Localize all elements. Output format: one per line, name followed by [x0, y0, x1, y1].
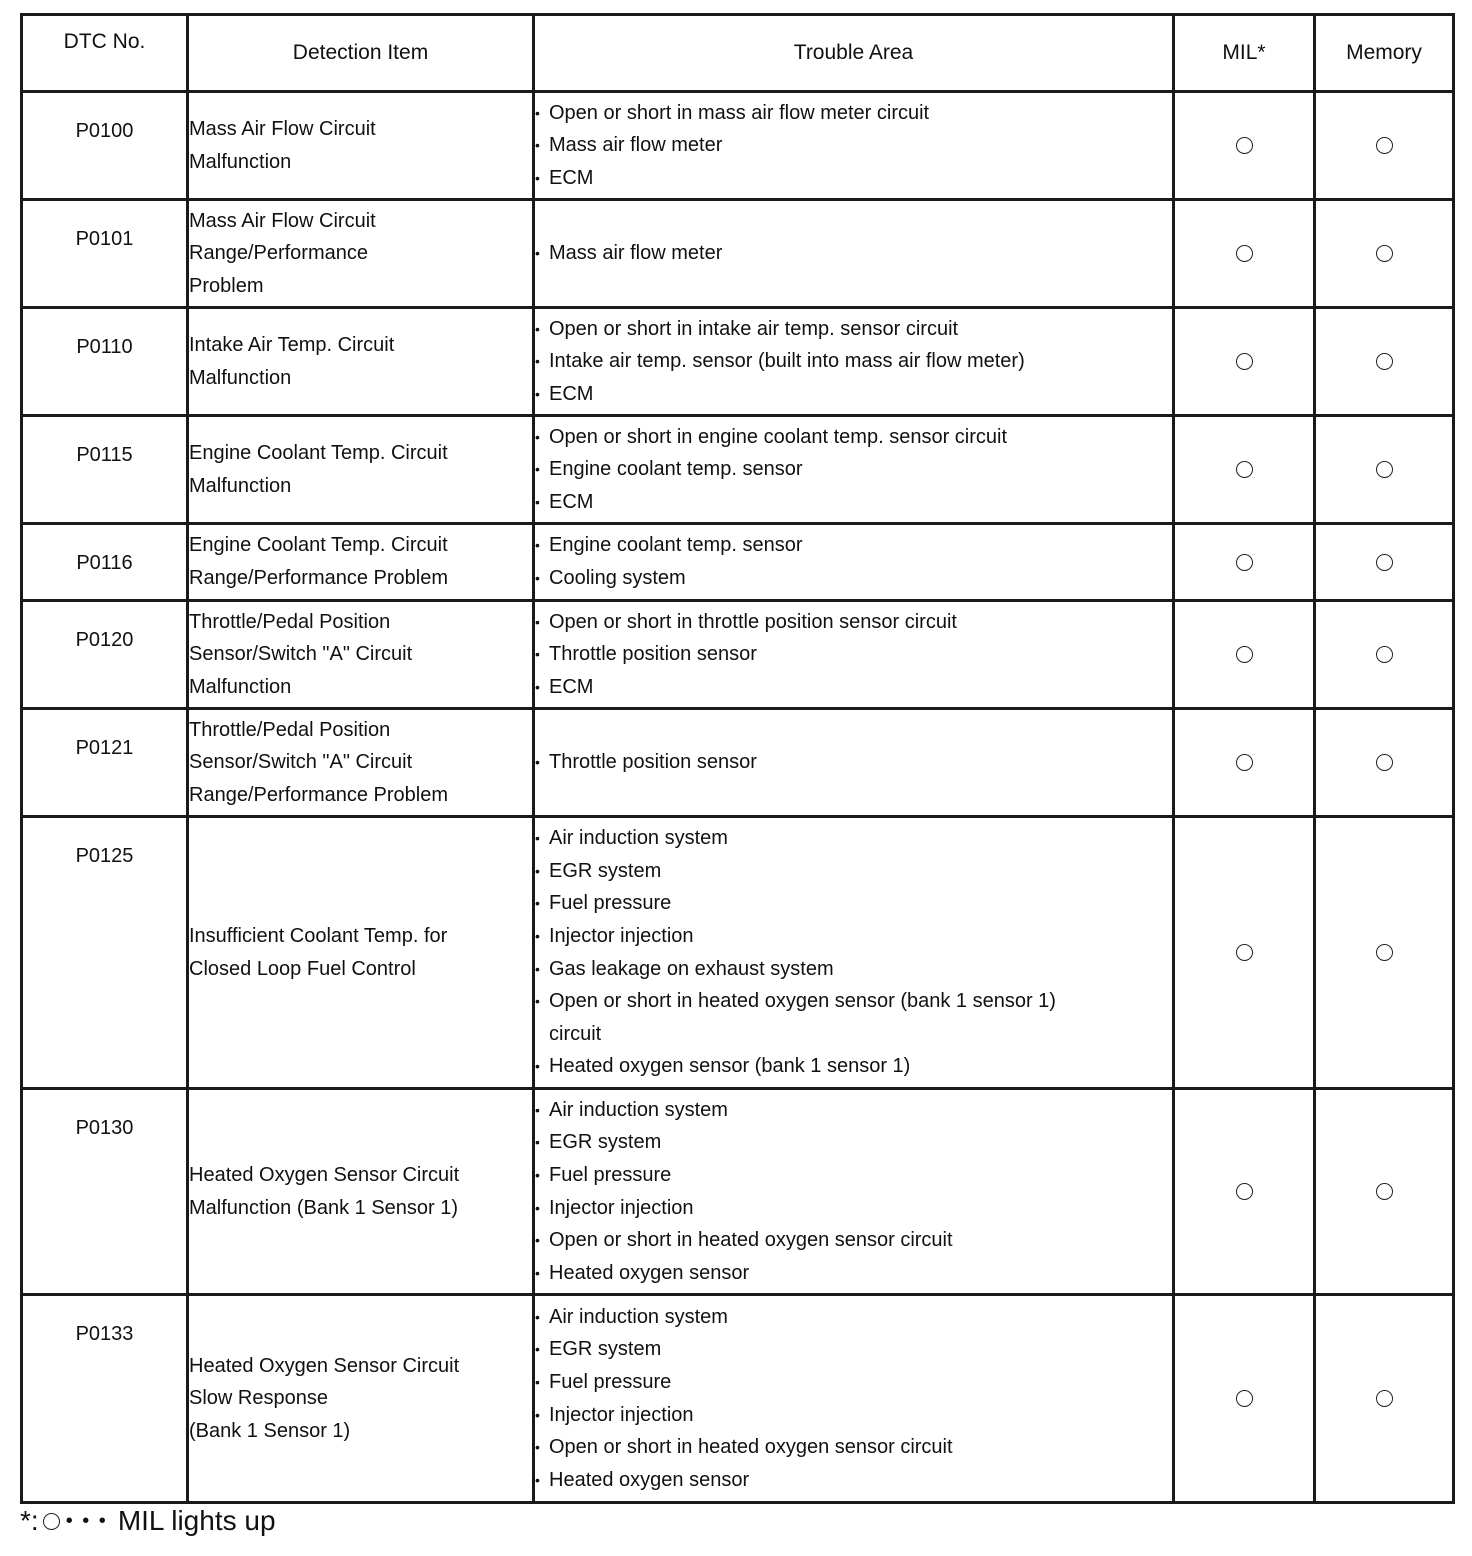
- trouble-area-item: [535, 746, 1172, 779]
- detection-item-line: Closed Loop Fuel Control: [189, 957, 416, 980]
- trouble-area-item: [535, 1257, 1172, 1290]
- trouble-area-text: Heated oxygen sensor: [549, 1261, 750, 1284]
- trouble-area-item: [535, 1018, 1172, 1051]
- trouble-area-item: [535, 887, 1172, 920]
- detection-item-line: Range/Performance Problem: [189, 567, 449, 589]
- dtc-code: P0116: [76, 552, 133, 574]
- trouble-area-item: [535, 162, 1172, 195]
- trouble-area-item: [535, 855, 1172, 888]
- bullet-icon: •: [535, 493, 540, 510]
- dtc-code-cell: [22, 308, 188, 416]
- detection-item-cell: [188, 1295, 534, 1503]
- bullet-icon: •: [535, 1308, 540, 1325]
- bullet-icon: •: [535, 927, 540, 944]
- trouble-area-text: Air induction system: [549, 827, 728, 850]
- trouble-area-item: [535, 953, 1172, 986]
- trouble-area-text: Injector injection: [549, 1403, 694, 1426]
- table-row: [22, 709, 1454, 817]
- detection-item-line: Range/Performance Problem: [189, 783, 449, 806]
- detection-item-cell: [188, 601, 534, 709]
- trouble-area-text: Open or short in engine coolant temp. sensor circuit: [549, 425, 1008, 448]
- trouble-area-text: Fuel pressure: [549, 1370, 672, 1393]
- trouble-area-text: Throttle position sensor: [549, 643, 757, 666]
- trouble-area-text: Fuel pressure: [549, 1163, 672, 1186]
- circle-icon: [1376, 646, 1393, 663]
- header-memory: Memory: [1315, 15, 1454, 92]
- trouble-area-cell: [534, 709, 1174, 817]
- bullet-icon: •: [535, 993, 540, 1010]
- bullet-icon: •: [535, 1439, 540, 1456]
- circle-icon: [1376, 353, 1393, 370]
- bullet-icon: •: [535, 862, 540, 879]
- circle-icon: [43, 1513, 60, 1530]
- bullet-icon: •: [535, 104, 540, 121]
- table-row: [22, 524, 1454, 601]
- trouble-area-item: [535, 1094, 1172, 1127]
- memory-cell: [1315, 416, 1454, 524]
- detection-item-line: Malfunction: [189, 474, 292, 497]
- trouble-area-item: [535, 378, 1172, 411]
- bullet-icon: •: [535, 137, 540, 154]
- dtc-code-cell: [22, 200, 188, 308]
- circle-icon: [1236, 461, 1253, 478]
- header-detection-item: Detection Item: [188, 15, 534, 92]
- trouble-area-item: [535, 1464, 1172, 1497]
- memory-cell: [1315, 709, 1454, 817]
- bullet-icon: •: [535, 613, 540, 630]
- trouble-area-text: circuit: [549, 1022, 602, 1045]
- trouble-area-text: EGR system: [549, 859, 662, 882]
- trouble-area-item: [535, 1050, 1172, 1083]
- trouble-area-text: Mass air flow meter: [549, 134, 723, 157]
- detection-item-cell: [188, 416, 534, 524]
- trouble-area-cell: [534, 200, 1174, 308]
- dtc-code-cell: [22, 817, 188, 1089]
- circle-icon: [1376, 461, 1393, 478]
- trouble-area-cell: [534, 524, 1174, 601]
- footnote-dots: • • •: [65, 1509, 108, 1532]
- trouble-area-item: [535, 129, 1172, 162]
- header-trouble-area: Trouble Area: [534, 15, 1174, 92]
- bullet-icon: •: [535, 1134, 540, 1151]
- memory-cell: [1315, 308, 1454, 416]
- circle-icon: [1236, 646, 1253, 663]
- memory-cell: [1315, 200, 1454, 308]
- trouble-area-cell: [534, 817, 1174, 1089]
- table-row: [22, 1295, 1454, 1503]
- detection-item-line: Heated Oxygen Sensor Circuit: [189, 1163, 460, 1186]
- circle-icon: [1376, 245, 1393, 262]
- trouble-area-item: [535, 529, 1172, 562]
- detection-item-line: Slow Response: [189, 1387, 328, 1410]
- detection-item-cell: [188, 524, 534, 601]
- detection-item-line: Sensor/Switch "A" Circuit: [189, 751, 413, 774]
- bullet-icon: •: [535, 1373, 540, 1390]
- memory-cell: [1315, 817, 1454, 1089]
- bullet-icon: •: [535, 646, 540, 663]
- detection-item-cell: [188, 1089, 534, 1295]
- detection-item-line: Malfunction: [189, 675, 292, 698]
- trouble-area-item: [535, 97, 1172, 130]
- table-row: [22, 601, 1454, 709]
- detection-item-line: Engine Coolant Temp. Circuit: [189, 441, 448, 464]
- dtc-code: P0100: [75, 120, 134, 142]
- trouble-area-text: Open or short in heated oxygen sensor (bank 1 sensor 1): [549, 990, 1056, 1013]
- trouble-area-cell: [534, 308, 1174, 416]
- dtc-code-cell: [22, 92, 188, 200]
- trouble-area-text: ECM: [549, 382, 594, 405]
- trouble-area-text: EGR system: [549, 1131, 662, 1154]
- footnote-prefix: *:: [20, 1505, 39, 1536]
- bullet-icon: •: [535, 1166, 540, 1183]
- dtc-code-cell: [22, 524, 188, 601]
- trouble-area-text: Engine coolant temp. sensor: [549, 458, 803, 481]
- circle-icon: [1236, 1183, 1253, 1200]
- detection-item-line: Heated Oxygen Sensor Circuit: [189, 1354, 460, 1377]
- detection-item-line: Malfunction: [189, 150, 292, 173]
- detection-item-cell: [188, 308, 534, 416]
- bullet-icon: •: [535, 678, 540, 695]
- trouble-area-item: [535, 237, 1172, 270]
- bullet-icon: •: [535, 1101, 540, 1118]
- detection-item-cell: [188, 92, 534, 200]
- bullet-icon: •: [535, 754, 540, 771]
- circle-icon: [1236, 1390, 1253, 1407]
- detection-item-cell: [188, 817, 534, 1089]
- circle-icon: [1376, 754, 1393, 771]
- dtc-table: [20, 13, 1455, 1504]
- trouble-area-text: Open or short in intake air temp. sensor circuit: [549, 317, 959, 340]
- mil-cell: [1174, 308, 1315, 416]
- circle-icon: [1236, 944, 1253, 961]
- trouble-area-text: Open or short in throttle position sensor circuit: [549, 610, 957, 633]
- trouble-area-item: [535, 606, 1172, 639]
- bullet-icon: •: [535, 461, 540, 478]
- bullet-icon: •: [535, 245, 540, 262]
- trouble-area-item: [535, 1192, 1172, 1225]
- mil-cell: [1174, 416, 1315, 524]
- trouble-area-text: Throttle position sensor: [549, 751, 757, 774]
- bullet-icon: •: [535, 960, 540, 977]
- dtc-code: P0101: [75, 228, 134, 250]
- dtc-code: P0115: [76, 444, 133, 466]
- dtc-code: P0130: [75, 1117, 134, 1139]
- detection-item-line: (Bank 1 Sensor 1): [189, 1419, 351, 1442]
- circle-icon: [1376, 1183, 1393, 1200]
- trouble-area-item: [535, 1224, 1172, 1257]
- trouble-area-text: ECM: [549, 490, 594, 513]
- bullet-icon: •: [535, 1058, 540, 1075]
- detection-item-line: Throttle/Pedal Position: [189, 610, 391, 633]
- bullet-icon: •: [535, 385, 540, 402]
- footnote: [20, 1505, 276, 1537]
- trouble-area-text: Intake air temp. sensor (built into mass air flow meter): [549, 350, 1025, 373]
- mil-cell: [1174, 200, 1315, 308]
- header-mil: MIL*: [1174, 15, 1315, 92]
- trouble-area-item: [535, 562, 1172, 595]
- trouble-area-text: Fuel pressure: [549, 892, 672, 915]
- bullet-icon: [535, 1018, 549, 1051]
- circle-icon: [1236, 353, 1253, 370]
- trouble-area-text: Air induction system: [549, 1305, 728, 1328]
- bullet-icon: •: [535, 895, 540, 912]
- bullet-icon: •: [535, 830, 540, 847]
- table-row: [22, 200, 1454, 308]
- trouble-area-item: [535, 1301, 1172, 1334]
- bullet-icon: •: [535, 1199, 540, 1216]
- trouble-area-item: [535, 985, 1172, 1018]
- dtc-code-cell: [22, 709, 188, 817]
- detection-item-line: Range/Performance: [189, 242, 368, 265]
- circle-icon: [1236, 554, 1253, 571]
- detection-item-cell: [188, 200, 534, 308]
- trouble-area-text: Injector injection: [549, 1196, 694, 1219]
- detection-item-line: Throttle/Pedal Position: [189, 718, 391, 741]
- mil-cell: [1174, 92, 1315, 200]
- trouble-area-text: ECM: [549, 166, 594, 189]
- trouble-area-text: EGR system: [549, 1338, 662, 1361]
- bullet-icon: •: [535, 169, 540, 186]
- mil-cell: [1174, 1295, 1315, 1503]
- dtc-code-cell: [22, 1295, 188, 1503]
- mil-cell: [1174, 709, 1315, 817]
- dtc-code-cell: [22, 416, 188, 524]
- mil-cell: [1174, 1089, 1315, 1295]
- detection-item-line: Malfunction: [189, 366, 292, 389]
- trouble-area-cell: [534, 1089, 1174, 1295]
- bullet-icon: •: [535, 1232, 540, 1249]
- detection-item-line: Malfunction (Bank 1 Sensor 1): [189, 1196, 459, 1219]
- memory-cell: [1315, 1089, 1454, 1295]
- circle-icon: [1376, 554, 1393, 571]
- header-dtc-no: DTC No.: [22, 15, 188, 92]
- detection-item-line: Insufficient Coolant Temp. for: [189, 924, 448, 947]
- trouble-area-cell: [534, 1295, 1174, 1503]
- table-row: [22, 308, 1454, 416]
- circle-icon: [1236, 137, 1253, 154]
- memory-cell: [1315, 92, 1454, 200]
- bullet-icon: •: [535, 428, 540, 445]
- trouble-area-text: Open or short in heated oxygen sensor circuit: [549, 1229, 953, 1252]
- trouble-area-item: [535, 822, 1172, 855]
- trouble-area-text: ECM: [549, 675, 594, 698]
- header-row: [22, 15, 1454, 92]
- bullet-icon: •: [535, 1471, 540, 1488]
- mil-cell: [1174, 524, 1315, 601]
- dtc-code-cell: [22, 1089, 188, 1295]
- trouble-area-item: [535, 1159, 1172, 1192]
- circle-icon: [1376, 944, 1393, 961]
- mil-cell: [1174, 817, 1315, 1089]
- trouble-area-item: [535, 313, 1172, 346]
- table-row: [22, 416, 1454, 524]
- trouble-area-text: Mass air flow meter: [549, 242, 723, 265]
- trouble-area-text: Cooling system: [549, 567, 686, 589]
- trouble-area-text: Engine coolant temp. sensor: [549, 534, 803, 557]
- detection-item-line: Intake Air Temp. Circuit: [189, 333, 395, 356]
- circle-icon: [1236, 245, 1253, 262]
- trouble-area-text: Heated oxygen sensor (bank 1 sensor 1): [549, 1055, 911, 1078]
- table-row: [22, 92, 1454, 200]
- mil-cell: [1174, 601, 1315, 709]
- dtc-code-cell: [22, 601, 188, 709]
- detection-item-line: Sensor/Switch "A" Circuit: [189, 643, 413, 666]
- table-row: [22, 1089, 1454, 1295]
- detection-item-line: Engine Coolant Temp. Circuit: [189, 534, 448, 557]
- bullet-icon: •: [535, 353, 540, 370]
- circle-icon: [1376, 1390, 1393, 1407]
- circle-icon: [1376, 137, 1393, 154]
- trouble-area-cell: [534, 416, 1174, 524]
- footnote-text: MIL lights up: [117, 1505, 276, 1536]
- trouble-area-item: [535, 671, 1172, 704]
- trouble-area-item: [535, 345, 1172, 378]
- bullet-icon: •: [535, 537, 540, 554]
- trouble-area-item: [535, 421, 1172, 454]
- memory-cell: [1315, 1295, 1454, 1503]
- dtc-code: P0133: [75, 1323, 134, 1345]
- trouble-area-item: [535, 453, 1172, 486]
- dtc-code: P0110: [76, 336, 133, 358]
- trouble-area-text: Injector injection: [549, 924, 694, 947]
- trouble-area-item: [535, 920, 1172, 953]
- detection-item-line: Problem: [189, 274, 264, 297]
- detection-item-line: Mass Air Flow Circuit: [189, 117, 376, 140]
- trouble-area-text: Heated oxygen sensor: [549, 1468, 750, 1491]
- trouble-area-item: [535, 1366, 1172, 1399]
- trouble-area-item: [535, 1399, 1172, 1432]
- trouble-area-item: [535, 638, 1172, 671]
- bullet-icon: •: [535, 1341, 540, 1358]
- trouble-area-text: Open or short in mass air flow meter circuit: [549, 101, 930, 124]
- trouble-area-cell: [534, 601, 1174, 709]
- detection-item-cell: [188, 709, 534, 817]
- circle-icon: [1236, 754, 1253, 771]
- trouble-area-text: Gas leakage on exhaust system: [549, 957, 834, 980]
- trouble-area-text: Air induction system: [549, 1098, 728, 1121]
- bullet-icon: •: [535, 320, 540, 337]
- trouble-area-cell: [534, 92, 1174, 200]
- bullet-icon: •: [535, 570, 540, 586]
- trouble-area-item: [535, 1126, 1172, 1159]
- bullet-icon: •: [535, 1406, 540, 1423]
- memory-cell: [1315, 524, 1454, 601]
- dtc-code: P0121: [75, 737, 134, 759]
- trouble-area-text: Open or short in heated oxygen sensor circuit: [549, 1436, 953, 1459]
- dtc-code: P0125: [75, 845, 134, 867]
- dtc-code: P0120: [75, 629, 134, 651]
- trouble-area-item: [535, 1333, 1172, 1366]
- trouble-area-item: [535, 1431, 1172, 1464]
- detection-item-line: Mass Air Flow Circuit: [189, 209, 376, 232]
- bullet-icon: •: [535, 1264, 540, 1281]
- table-row: [22, 817, 1454, 1089]
- trouble-area-item: [535, 486, 1172, 519]
- memory-cell: [1315, 601, 1454, 709]
